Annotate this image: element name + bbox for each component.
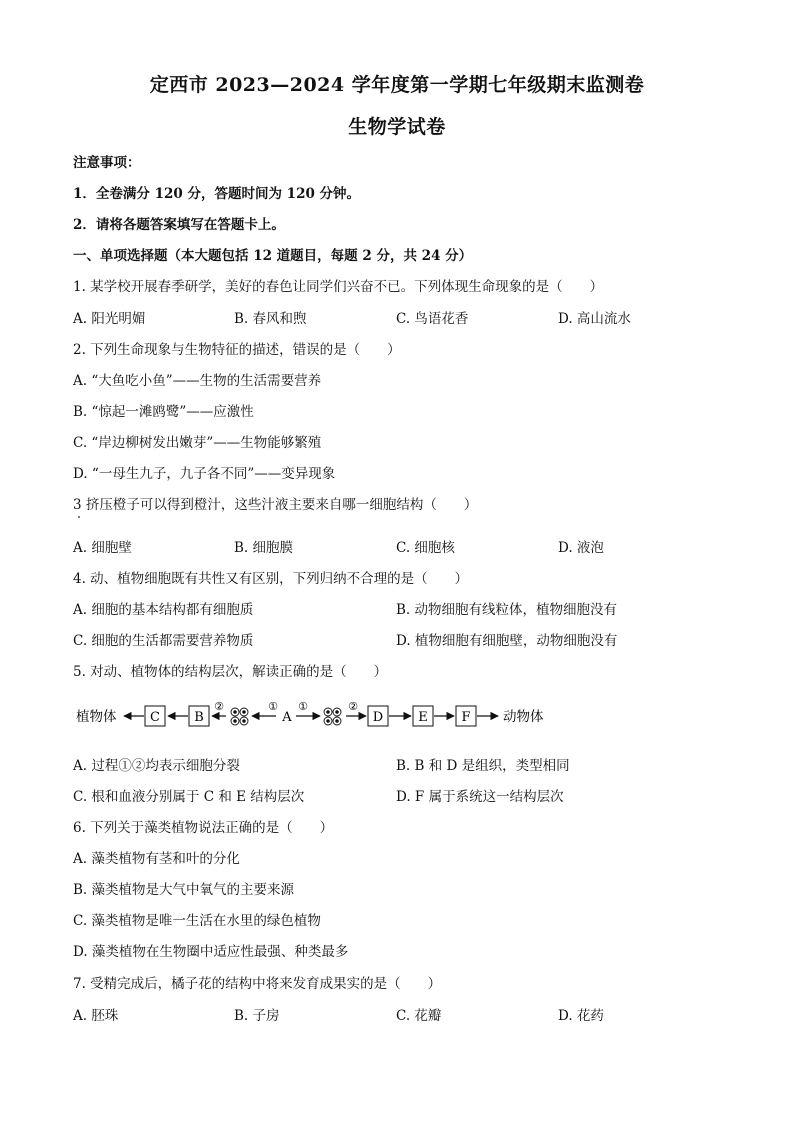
- q5-option-b: B. B 和 D 是组织，类型相同: [396, 758, 570, 774]
- notice-heading: 注意事项：: [73, 155, 141, 171]
- q5-option-c: C. 根和血液分别属于 C 和 E 结构层次: [73, 789, 305, 805]
- q4-option-c: C. 细胞的生活都需要营养物质: [73, 633, 254, 649]
- question-4-stem: 4. 动、植物细胞既有共性又有区别，下列归纳不合理的是（ ）: [73, 571, 469, 587]
- q6-option-c: C. 藻类植物是唯一生活在水里的绿色植物: [73, 913, 321, 929]
- box-c-label: C: [150, 710, 160, 725]
- q1-option-a: A. 阳光明媚: [73, 311, 146, 327]
- box-f-label: F: [461, 710, 471, 725]
- q4-option-d: D. 植物细胞有细胞壁，动物细胞没有: [396, 633, 618, 649]
- q1-option-d: D. 高山流水: [558, 311, 631, 327]
- q2-option-a: A. “大鱼吃小鱼”——生物的生活需要营养: [73, 373, 322, 389]
- stray-dot: [78, 516, 80, 518]
- q6-option-a: A. 藻类植物有茎和叶的分化: [73, 851, 240, 867]
- step-1-right: ①: [298, 700, 308, 713]
- box-b-label: B: [194, 710, 204, 725]
- cell-cluster-right-icon: [324, 708, 341, 725]
- q2-option-d: D. “一母生九子，九子各不同”——变异现象: [73, 466, 336, 482]
- notice-item-2: 2．请将各题答案填写在答题卡上。: [73, 217, 285, 233]
- box-d-label: D: [372, 710, 384, 725]
- q7-option-c: C. 花瓣: [396, 1008, 442, 1024]
- question-2-stem: 2. 下列生命现象与生物特征的描述，错误的是（ ）: [73, 342, 401, 358]
- q4-option-b: B. 动物细胞有线粒体，植物细胞没有: [396, 602, 618, 618]
- diagram-left-label: 植物体: [76, 709, 117, 725]
- question-7-stem: 7. 受精完成后，橘子花的结构中将来发育成果实的是（ ）: [73, 976, 442, 992]
- q5-option-d: D. F 属于系统这一结构层次: [396, 789, 564, 805]
- q7-option-b: B. 子房: [234, 1008, 280, 1024]
- q6-option-b: B. 藻类植物是大气中氧气的主要来源: [73, 882, 295, 898]
- section-heading: 一、单项选择题（本大题包括 12 道题目，每题 2 分，共 24 分）: [73, 248, 473, 264]
- question-1-stem: 1. 某学校开展春季研学，美好的春色让同学们兴奋不已。下列体现生命现象的是（ ）: [73, 279, 604, 295]
- page-title: 定西市 2023—2024 学年度第一学期七年级期末监测卷: [149, 74, 645, 96]
- q3-option-c: C. 细胞核: [396, 540, 455, 556]
- question-6-stem: 6. 下列关于藻类植物说法正确的是（ ）: [73, 820, 334, 836]
- cell-cluster-left-icon: [231, 708, 248, 725]
- q1-option-b: B. 春风和煦: [234, 311, 307, 327]
- step-2-left: ②: [214, 700, 224, 713]
- page-subtitle: 生物学试卷: [348, 116, 446, 138]
- notice-item-1: 1．全卷满分 120 分，答题时间为 120 分钟。: [73, 186, 361, 202]
- question-5-stem: 5. 对动、植物体的结构层次，解读正确的是（ ）: [73, 664, 388, 680]
- center-a-label: A: [282, 710, 292, 725]
- step-1-left: ①: [268, 700, 278, 713]
- q4-option-a: A. 细胞的基本结构都有细胞质: [73, 602, 254, 618]
- q3-option-a: A. 细胞壁: [73, 540, 132, 556]
- structure-level-diagram: [76, 700, 636, 734]
- q7-option-a: A. 胚珠: [73, 1008, 119, 1024]
- q7-option-d: D. 花药: [558, 1008, 604, 1024]
- diagram-right-label: 动物体: [503, 709, 544, 725]
- step-2-right: ②: [348, 700, 358, 713]
- q5-option-a: A. 过程①②均表示细胞分裂: [73, 758, 240, 774]
- q6-option-d: D. 藻类植物在生物圈中适应性最强、种类最多: [73, 944, 349, 960]
- question-3-stem: 3 挤压橙子可以得到橙汁，这些汁液主要来自哪一细胞结构（ ）: [73, 497, 478, 513]
- q2-option-c: C. “岸边柳树发出嫩芽”——生物能够繁殖: [73, 435, 322, 451]
- q3-option-b: B. 细胞膜: [234, 540, 294, 556]
- q3-option-d: D. 液泡: [558, 540, 604, 556]
- q1-option-c: C. 鸟语花香: [396, 311, 469, 327]
- box-e-label: E: [418, 710, 428, 725]
- q2-option-b: B. “惊起一滩鸥鹭”——应激性: [73, 404, 254, 420]
